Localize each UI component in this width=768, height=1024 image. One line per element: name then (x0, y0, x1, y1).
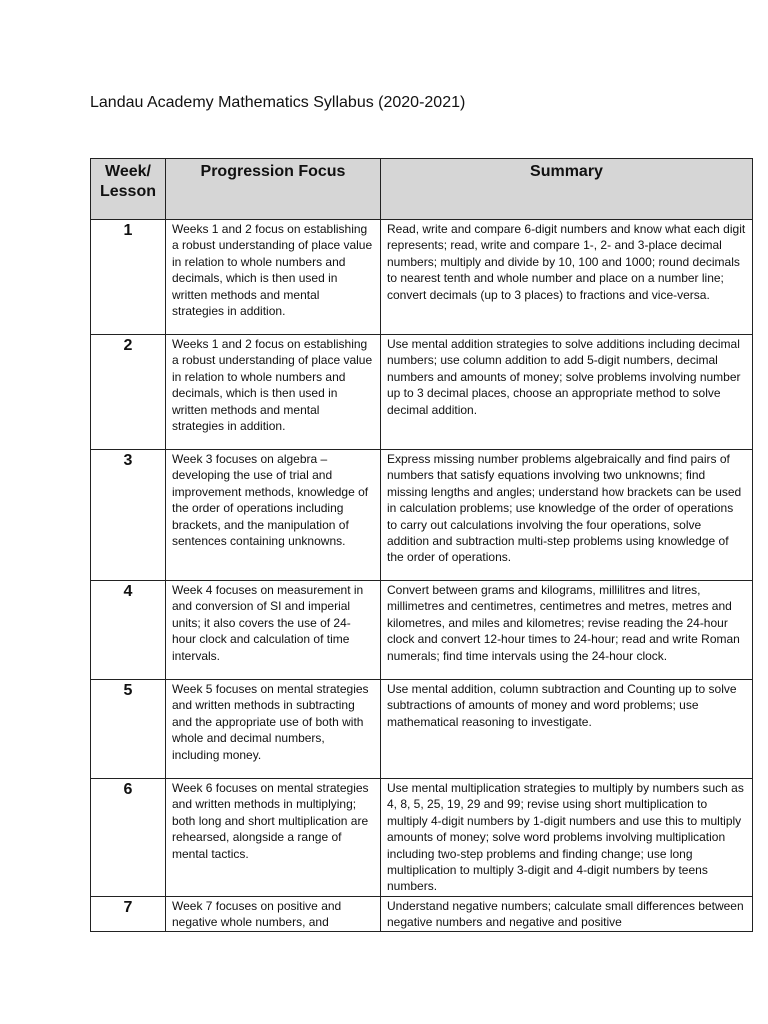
table-row (91, 581, 753, 680)
summary-cell: Express missing number problems algebraically and find pairs of numbers that satisfy equations involving two unknowns; find missing lengths and angles; understand how brackets can be used in calculation problems; use knowledge of the order of operations to carry out calculations involving the four operations, solve addition and subtraction multi-step problems using knowledge of the order of operations. (381, 450, 753, 581)
table-row (91, 680, 753, 779)
document-title: Landau Academy Mathematics Syllabus (2020-2021) (90, 94, 466, 111)
header-progression-focus: Progression Focus (166, 159, 381, 220)
table-row (91, 335, 753, 450)
header-week-lesson: Week/ Lesson (91, 159, 166, 220)
week-number: 1 (91, 220, 166, 335)
summary-cell: Convert between grams and kilograms, millilitres and litres, millimetres and centimetres, centimetres and metres, metres and kilometres, and miles and kilometres; revise reading the 24-hour clock and convert 12-hour times to 24-hour; read and write Roman numerals; find time intervals using the 24-hour clock. (381, 581, 753, 680)
progression-focus-cell: Week 6 focuses on mental strategies and written methods in multiplying; both long and short multiplication are rehearsed, alongside a range of mental tactics. (166, 779, 381, 897)
week-number: 2 (91, 335, 166, 450)
summary-cell: Use mental multiplication strategies to multiply by numbers such as 4, 8, 5, 25, 19, 29 and 99; revise using short multiplication to multiply 4-digit numbers by 1-digit numbers and use this to multiply amounts of money; solve word problems involving multiplication including two-step problems and finding change; use long multiplication to multiply 3-digit and 4-digit numbers by teens numbers. (381, 779, 753, 897)
week-number: 7 (91, 896, 166, 931)
progression-focus-cell: Week 4 focuses on measurement in and conversion of SI and imperial units; it also covers the use of 24-hour clock and calculation of time intervals. (166, 581, 381, 680)
week-number: 4 (91, 581, 166, 680)
summary-cell: Use mental addition, column subtraction and Counting up to solve subtractions of amounts of money and word problems; use mathematical reasoning to investigate. (381, 680, 753, 779)
table-row (91, 450, 753, 581)
summary-cell: Read, write and compare 6-digit numbers and know what each digit represents; read, write and compare 1-, 2- and 3-place decimal numbers; multiply and divide by 10, 100 and 1000; round decimals to nearest tenth and whole number and place on a number line; convert decimals (up to 3 places) to fractions and vice-versa. (381, 220, 753, 335)
summary-cell (381, 896, 753, 931)
table-row (91, 779, 753, 897)
summary-text: Understand negative numbers; calculate small differences between negative numbers and negative and positive (387, 898, 744, 930)
week-number: 6 (91, 779, 166, 897)
table-row (91, 220, 753, 335)
header-summary: Summary (381, 159, 753, 220)
summary-cell: Use mental addition strategies to solve additions including decimal numbers; use column addition to add 5-digit numbers, decimal numbers and amounts of money; solve problems involving number up to 3 decimal places, choose an appropriate method to solve decimal addition. (381, 335, 753, 450)
progression-focus-text: Week 7 focuses on positive and negative whole numbers, and (172, 898, 342, 930)
syllabus-table (90, 158, 753, 932)
progression-focus-cell: Week 3 focuses on algebra – developing the use of trial and improvement methods, knowledge of the order of operations including brackets, and the manipulation of sentences containing unknowns. (166, 450, 381, 581)
table-row (91, 896, 753, 931)
progression-focus-cell: Week 5 focuses on mental strategies and written methods in subtracting and the appropriate use of both with whole and decimal numbers, including money. (166, 680, 381, 779)
week-number: 5 (91, 680, 166, 779)
progression-focus-cell: Weeks 1 and 2 focus on establishing a robust understanding of place value in relation to whole numbers and decimals, which is then used in written methods and mental strategies in addition. (166, 220, 381, 335)
progression-focus-cell (166, 896, 381, 931)
progression-focus-cell: Weeks 1 and 2 focus on establishing a robust understanding of place value in relation to whole numbers and decimals, which is then used in written methods and mental strategies in addition. (166, 335, 381, 450)
table-header-row (91, 159, 753, 220)
week-number: 3 (91, 450, 166, 581)
